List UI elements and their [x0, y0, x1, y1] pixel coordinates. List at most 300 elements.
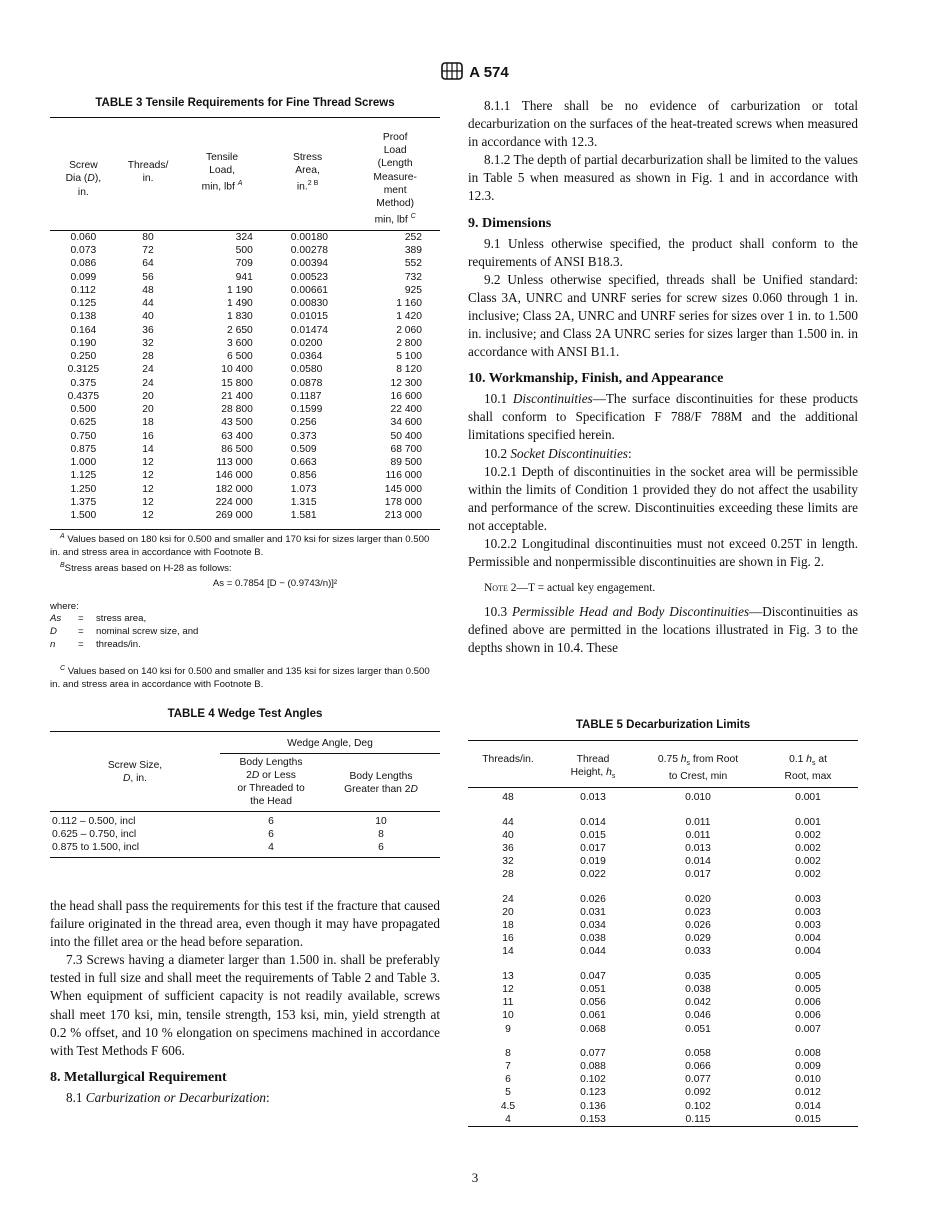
table-cell: 10: [375, 816, 387, 827]
table-cell: 0.500: [70, 404, 97, 416]
table-cell: 0.017: [685, 869, 711, 881]
table-cell: 0.038: [580, 933, 606, 945]
table-row: [468, 1023, 858, 1036]
table-cell: 0.01015: [290, 311, 329, 323]
table-cell: 28: [502, 869, 514, 881]
t3-header-proof: Proof Load (Length Measure- ment Method) min, lbf $^C$: [373, 132, 417, 226]
table-cell: 146 000: [215, 470, 253, 482]
table-cell: 0.00278: [290, 245, 329, 257]
table-cell: 4.5: [500, 1100, 516, 1112]
table-row: [50, 244, 440, 257]
table-row: [50, 310, 440, 323]
table-row: [50, 496, 440, 509]
table-cell: 28 800: [221, 404, 253, 416]
footnote-b: $^B$Stress areas based on H-28 as follows:: [60, 561, 232, 574]
table-cell: 40: [502, 829, 514, 841]
table-cell: 15 800: [221, 377, 253, 389]
table-cell: 32: [502, 856, 514, 868]
table-cell: 0.046: [685, 1010, 711, 1022]
right-body-text: [468, 97, 858, 658]
table-row: [468, 996, 858, 1009]
table-cell: 0.663: [290, 457, 317, 469]
table-cell: 0.058: [685, 1047, 711, 1059]
table-cell: 0.509: [290, 443, 317, 455]
table-cell: 8 120: [396, 364, 422, 376]
t4-body: [50, 812, 440, 858]
table-row: [50, 377, 440, 390]
footnote-c: $^C$ Values based on 140 ksi for 0.500 and smaller and 135 ksi for sizes larger than 0.500 in. and stress area in accordance with Footnote B.: [50, 665, 430, 691]
para-10-3: 10.3 Permissible Head and Body Discontinuities—Discontinuities as defined above are permitted in the locations illustrated in Fig. 3 to the depths shown in 10.4. These: [468, 604, 859, 656]
t4-header-col2: Body Lengths Greater than 2D: [344, 770, 418, 795]
table-cell: 24: [142, 364, 154, 376]
table-cell: 2 800: [396, 337, 422, 349]
table-cell: 0.001: [795, 792, 821, 804]
table-cell: 182 000: [215, 483, 253, 495]
where-eq: =: [78, 613, 84, 625]
table-row: [468, 805, 858, 829]
where-item: [50, 639, 198, 652]
table-cell: 0.625 – 0.750, incl: [52, 829, 137, 840]
table-cell: 6: [378, 842, 384, 853]
table-row: [50, 469, 440, 482]
table-row: [468, 959, 858, 983]
table-row: [468, 1036, 858, 1060]
table-cell: 0.015: [795, 1113, 821, 1125]
para-9-2: 9.2 Unless otherwise specified, threads shall be Unified standard: Class 3A, UNRC and UNRF series for screw sizes 0.060 through 1 in. inclusive; Class 2A, UNRC and UNRF series for sizes over 1 in. to 1.500 in. inclusive; and Class 2A UNRC series for sizes larger than 1.500 in. in accordance with ANSI B1.1.: [468, 271, 858, 360]
section-9-heading: 9. Dimensions: [468, 215, 552, 231]
table-cell: 13: [502, 970, 514, 982]
para-8-1-1: 8.1.1 There shall be no evidence of carburization or total decarburization on the surfaces of the heat-treated screws when measured in accordance with 12.3.: [468, 98, 858, 150]
table-cell: 0.373: [290, 430, 317, 442]
table-cell: 0.042: [685, 997, 711, 1009]
table-cell: 0.026: [685, 920, 711, 932]
table-cell: 9: [505, 1023, 511, 1035]
table-cell: 8: [378, 829, 384, 840]
table-cell: 56: [142, 271, 154, 283]
table-row: [468, 788, 858, 805]
para-9-1: 9.1 Unless otherwise specified, the product shall conform to the requirements of ANSI B18.3.: [468, 235, 858, 269]
para-10-2-1: 10.2.1 Depth of discontinuities in the socket area will be permissible within the limits of Condition 1 provided they do not affect the usability and performance of the screw. Discontinuities exceeding these limits are not acceptable.: [468, 463, 858, 533]
table-row: [50, 812, 440, 829]
table-cell: 0.102: [685, 1100, 711, 1112]
table-cell: 1.581: [290, 510, 317, 522]
table-cell: 0.002: [795, 856, 821, 868]
table-cell: 0.033: [685, 946, 711, 958]
table-cell: 32: [142, 337, 154, 349]
table-cell: 0.00394: [290, 258, 329, 270]
table-cell: 1.073: [290, 483, 317, 495]
note-2: Note 2—T = actual key engagement.: [484, 582, 656, 595]
table-cell: 0.009: [795, 1060, 821, 1072]
table-cell: 16: [142, 430, 154, 442]
where-desc: stress area,: [96, 613, 147, 625]
table-cell: 0.875 to 1.500, incl: [52, 842, 140, 853]
table-row: [50, 297, 440, 310]
t5-header-01: 0.1 $h_s$ at Root, max: [784, 754, 832, 783]
table-cell: 16: [502, 933, 514, 945]
table-cell: 0.020: [685, 893, 711, 905]
t5-header-height: Thread Height, $h_s$: [570, 754, 616, 781]
table-cell: 0.061: [580, 1010, 606, 1022]
astm-logo-icon: [441, 62, 463, 80]
table-cell: 0.002: [795, 829, 821, 841]
para-10-2: 10.2 Socket Discontinuities:: [484, 445, 632, 461]
section-8-heading: 8. Metallurgical Requirement: [50, 1069, 227, 1085]
table-cell: 21 400: [221, 390, 253, 402]
table-cell: 0.029: [685, 933, 711, 945]
table-cell: 0.005: [795, 970, 821, 982]
table-cell: 3 600: [227, 337, 253, 349]
table-cell: 0.011: [685, 816, 711, 828]
table-cell: 0.102: [580, 1074, 606, 1086]
footnote-a: $^A$ Values based on 180 ksi for 0.500 and smaller and 170 ksi for sizes larger than 0.500 in. and stress area in accordance with Footnote B.: [50, 533, 430, 558]
table-row: [50, 828, 440, 841]
table-cell: 0.035: [685, 970, 711, 982]
table-cell: 2 060: [396, 324, 422, 336]
table4-caption: TABLE 4 Wedge Test Angles: [167, 708, 323, 720]
table-cell: 1 830: [227, 311, 253, 323]
table-cell: 0.031: [580, 906, 606, 918]
table-row: [468, 919, 858, 932]
table-cell: 1.250: [70, 483, 97, 495]
table-cell: 0.125: [70, 298, 97, 310]
table-cell: 5: [505, 1087, 511, 1099]
table-row: [50, 841, 440, 857]
para-10-1: 10.1 Discontinuities—The surface discontinuities for these products shall conform to Specification F 788/F 788M and the additional limitations specified herein.: [468, 391, 858, 443]
table-cell: 1 490: [227, 298, 253, 310]
table-row: [50, 350, 440, 363]
table-cell: 0.017: [580, 843, 606, 855]
table-row: [468, 1086, 858, 1099]
table-cell: 0.060: [70, 231, 97, 243]
table-cell: 0.088: [580, 1060, 606, 1072]
table-cell: 24: [502, 893, 514, 905]
table-cell: 0.068: [580, 1023, 606, 1035]
table-cell: 8: [505, 1047, 511, 1059]
table-row: [468, 1073, 858, 1086]
table-cell: 12: [142, 457, 154, 469]
table-cell: 0.138: [70, 311, 97, 323]
formula: As = 0.7854 [D − (0.9743/n)]²: [212, 577, 338, 589]
table-cell: 116 000: [385, 470, 422, 482]
table-cell: 213 000: [384, 510, 422, 522]
table-row: [50, 337, 440, 350]
table3-footnotes: [50, 529, 440, 692]
table-cell: 0.099: [70, 271, 97, 283]
table-cell: 113 000: [216, 457, 253, 469]
designation: A 574: [469, 64, 509, 81]
table-cell: 40: [142, 311, 154, 323]
where-desc: nominal screw size, and: [96, 625, 199, 637]
table4: [50, 731, 440, 858]
table-cell: 6 500: [227, 351, 253, 363]
table-cell: 0.056: [580, 997, 606, 1009]
table-row: [468, 1009, 858, 1022]
table-cell: 0.007: [795, 1023, 821, 1035]
table-cell: 22 400: [390, 404, 422, 416]
table-cell: 0.875: [70, 443, 97, 455]
table-cell: 12: [142, 470, 154, 482]
table-row: [50, 271, 440, 284]
table-row: [50, 443, 440, 456]
table-cell: 1 160: [396, 298, 422, 310]
table-cell: 20: [142, 390, 154, 402]
table-cell: 709: [235, 258, 253, 270]
t4-header-group: Wedge Angle, Deg: [220, 732, 440, 754]
table-cell: 145 000: [384, 483, 422, 495]
table-row: [50, 324, 440, 337]
table-cell: 0.375: [70, 377, 97, 389]
table-cell: 7: [505, 1060, 511, 1072]
table-cell: 14: [502, 946, 514, 958]
where-sym: As: [50, 613, 62, 625]
table-cell: 10: [502, 1010, 514, 1022]
table-cell: 0.001: [795, 816, 821, 828]
where-sym: D: [50, 625, 57, 637]
table-cell: 0.006: [795, 1010, 821, 1022]
table-row: [468, 945, 858, 958]
table-cell: 50 400: [390, 430, 422, 442]
table-cell: 68 700: [390, 443, 422, 455]
table-row: [50, 456, 440, 469]
table-cell: 18: [502, 920, 514, 932]
table-cell: 43 500: [221, 417, 253, 429]
table-row: [50, 230, 440, 244]
table-cell: 12: [142, 483, 154, 495]
table-row: [50, 284, 440, 297]
para-8-1: 8.1 Carburization or Decarburization:: [66, 1089, 270, 1105]
table-cell: 1.315: [290, 496, 317, 508]
table-cell: 0.023: [685, 906, 711, 918]
table-cell: 269 000: [215, 510, 253, 522]
table-cell: 0.01474: [290, 324, 329, 336]
table-cell: 12 300: [390, 377, 422, 389]
table-cell: 941: [235, 271, 253, 283]
table-cell: 0.003: [795, 920, 821, 932]
table-cell: 28: [142, 351, 154, 363]
table-cell: 20: [142, 404, 154, 416]
table-cell: 6: [268, 829, 274, 840]
t5-body: [468, 788, 858, 1126]
table-cell: 0.038: [685, 983, 711, 995]
table-cell: 0.010: [685, 792, 711, 804]
table-row: [50, 416, 440, 429]
table-cell: 224 000: [215, 496, 253, 508]
table-cell: 500: [235, 245, 253, 257]
table-cell: 89 500: [390, 457, 422, 469]
table-cell: 5 100: [396, 351, 422, 363]
where-eq: =: [78, 625, 84, 637]
page-header: [0, 62, 950, 81]
table-row: [468, 906, 858, 919]
table-cell: 0.005: [795, 983, 821, 995]
table-cell: 552: [404, 258, 422, 270]
table-row: [468, 983, 858, 996]
table-cell: 10 400: [221, 364, 253, 376]
where-list: [50, 613, 198, 651]
t3-header-threads: Threads/ in.: [127, 160, 169, 185]
table-cell: 0.004: [795, 946, 821, 958]
page-number: 3: [471, 1170, 479, 1185]
t4-header-col1: Body Lengths 2D or Less or Threaded to the Head: [237, 757, 305, 807]
where-desc: threads/in.: [96, 638, 141, 650]
table-cell: 0.112: [70, 284, 96, 296]
table-row: [50, 430, 440, 443]
table-cell: 0.0364: [290, 351, 323, 363]
where-sym: n: [50, 638, 56, 650]
table-cell: 0.00180: [290, 231, 329, 243]
table-cell: 0.012: [795, 1087, 821, 1099]
table-cell: 63 400: [221, 430, 253, 442]
table-row: [468, 855, 858, 868]
table-cell: 0.011: [685, 829, 711, 841]
table-row: [50, 403, 440, 416]
table-row: [468, 842, 858, 855]
left-body-text: [50, 897, 440, 1107]
table-cell: 0.002: [795, 843, 821, 855]
table-cell: 0.003: [795, 893, 821, 905]
table-cell: 0.013: [580, 792, 606, 804]
t5-header-threads: Threads/in.: [482, 754, 534, 765]
table-cell: 0.004: [795, 933, 821, 945]
table-cell: 0.008: [795, 1047, 821, 1059]
table-cell: 16 600: [390, 390, 422, 402]
table-cell: 0.006: [795, 997, 821, 1009]
table-cell: 1 420: [396, 311, 422, 323]
t3-header-dia: Screw Dia (D), in.: [65, 160, 102, 198]
para-7-3: 7.3 Screws having a diameter larger than 1.500 in. shall be preferably tested in full size and shall meet the requirements of Table 2 and Table 3. When equipment of sufficient capacity is not readily available, screws shall meet 170 ksi, min, tensile strength, 153 ksi, min, yield strength at 0.2 % offset, and 10 % elongation on specimens machined in accordance with Test Methods F 606.: [50, 952, 440, 1058]
table-cell: 0.00523: [290, 271, 329, 283]
table-cell: 0.256: [290, 417, 317, 429]
table-cell: 0.047: [580, 970, 606, 982]
table-cell: 2 650: [227, 324, 253, 336]
table-cell: 0.164: [70, 324, 97, 336]
table-cell: 44: [502, 816, 514, 828]
table-cell: 0.136: [580, 1100, 606, 1112]
table-cell: 36: [142, 324, 154, 336]
table3-caption: TABLE 3 Tensile Requirements for Fine Thread Screws: [95, 97, 395, 109]
table-cell: 732: [404, 271, 422, 283]
table3: [50, 117, 440, 522]
table-row: [468, 1113, 858, 1126]
table-cell: 34 600: [390, 417, 422, 429]
table-cell: 925: [404, 284, 422, 296]
table-cell: 0.066: [685, 1060, 711, 1072]
table-cell: 0.856: [290, 470, 317, 482]
table-cell: 0.00661: [290, 284, 329, 296]
where-label: where:: [50, 600, 79, 612]
table-cell: 4: [268, 842, 274, 853]
table-cell: 0.022: [580, 869, 606, 881]
table-cell: 252: [404, 231, 422, 243]
para-8-1-2: 8.1.2 The depth of partial decarburization shall be limited to the values in Table 5 when measured as shown in Fig. 1 and in accordance with 12.3.: [468, 152, 858, 204]
table-row: [468, 1100, 858, 1113]
table-cell: 0.153: [580, 1113, 606, 1125]
table-cell: 0.026: [580, 893, 606, 905]
table-row: [468, 829, 858, 842]
where-item: [50, 613, 198, 626]
table-cell: 178 000: [384, 496, 422, 508]
table-cell: 0.003: [795, 906, 821, 918]
table-cell: 12: [142, 496, 154, 508]
table-cell: 44: [142, 298, 154, 310]
table-cell: 11: [502, 997, 514, 1009]
table-cell: 0.3125: [67, 364, 100, 376]
table-cell: 0.1187: [290, 390, 322, 402]
table-cell: 18: [142, 417, 154, 429]
table-cell: 6: [505, 1074, 511, 1086]
table-row: [50, 363, 440, 376]
table-cell: 0.044: [580, 946, 606, 958]
table-cell: 64: [142, 258, 154, 270]
table-cell: 72: [142, 245, 154, 257]
para-7-2-cont: the head shall pass the requirements for this test if the fracture that caused failure originated in the thread area, even though it may have propagated into the fillet area or the head before separation.: [50, 898, 440, 950]
table-cell: 0.034: [580, 920, 606, 932]
table-cell: 20: [502, 906, 514, 918]
table-cell: 0.073: [70, 245, 97, 257]
table-cell: 0.077: [580, 1047, 606, 1059]
table-cell: 0.250: [70, 351, 97, 363]
table-cell: 1.375: [70, 496, 97, 508]
table-cell: 48: [142, 284, 154, 296]
table-cell: 4: [505, 1113, 511, 1125]
where-eq: =: [78, 638, 84, 650]
t3-header-tensile: Tensile Load, min, lbf $^A$: [201, 151, 243, 193]
t5-header-075: 0.75 $h_s$ from Root to Crest, min: [657, 754, 739, 783]
table-cell: 0.019: [580, 856, 606, 868]
table-cell: 0.014: [685, 856, 711, 868]
table-row: [50, 483, 440, 496]
table-cell: 86 500: [221, 443, 253, 455]
table-cell: 0.115: [685, 1113, 711, 1125]
table5: [468, 740, 858, 1127]
table-cell: 324: [235, 231, 253, 243]
t4-header-size: Screw Size, D, in.: [50, 732, 220, 812]
para-10-2-2: 10.2.2 Longitudinal discontinuities must not exceed 0.25T in length. Permissible and nonpermissible discontinuities are shown in Fig. 2.: [468, 535, 858, 570]
table-cell: 0.190: [70, 337, 97, 349]
table-row: [468, 1060, 858, 1073]
table-cell: 0.077: [685, 1074, 711, 1086]
table-cell: 0.00830: [290, 298, 329, 310]
section-10-heading: 10. Workmanship, Finish, and Appearance: [468, 371, 724, 387]
table-cell: 24: [142, 377, 154, 389]
table-cell: 0.051: [580, 983, 606, 995]
table-cell: 0.013: [685, 843, 711, 855]
table-cell: 14: [142, 443, 154, 455]
table-cell: 0.750: [70, 430, 97, 442]
table-cell: 0.010: [795, 1074, 821, 1086]
table-cell: 1 190: [227, 284, 253, 296]
table-cell: 0.002: [795, 869, 821, 881]
table-cell: 0.625: [70, 417, 97, 429]
table-cell: 1.000: [70, 457, 97, 469]
table-cell: 0.0878: [290, 377, 323, 389]
table-row: [468, 932, 858, 945]
table5-caption: TABLE 5 Decarburization Limits: [575, 719, 751, 731]
table-cell: 80: [142, 231, 154, 243]
table-cell: 0.112 – 0.500, incl: [52, 816, 136, 827]
table-cell: 12: [502, 983, 514, 995]
table-cell: 48: [502, 792, 514, 804]
table-row: [50, 509, 440, 522]
table-cell: 0.123: [580, 1087, 606, 1099]
table-cell: 389: [404, 245, 422, 257]
table-cell: 12: [142, 510, 154, 522]
table-cell: 0.015: [580, 829, 606, 841]
t3-body: [50, 230, 440, 522]
table-row: [468, 868, 858, 881]
table-cell: 0.086: [70, 258, 97, 270]
